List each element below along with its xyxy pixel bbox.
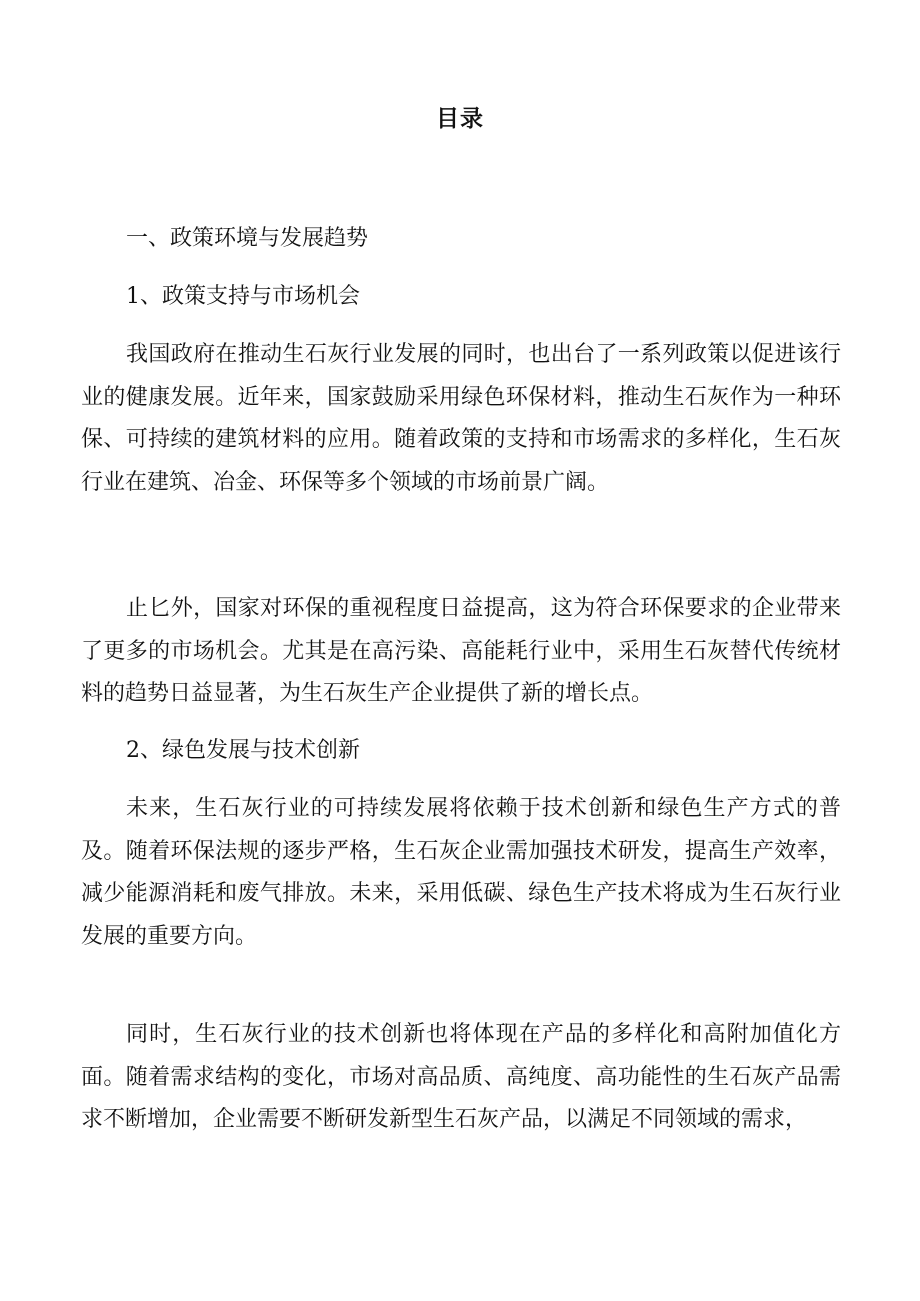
page-title: 目录: [436, 105, 484, 132]
subsection-heading-policy-support: 1、政策支持与市场机会: [126, 284, 360, 309]
subsection-heading-green-development: 2、绿色发展与技术创新: [126, 738, 360, 763]
paragraph-technical-innovation: 同时，生石灰行业的技术创新也将体现在产品的多样化和高附加值化方面。随着需求结构的变化，市场对高品质、高纯度、高功能性的生石灰产品需求不断增加，企业需要不断研发新型生石灰产品，以满足不同领域的需求，: [81, 1022, 841, 1132]
paragraph-green-development: 未来，生石灰行业的可持续发展将依赖于技术创新和绿色生产方式的普及。随着环保法规的逐步严格，生石灰企业需加强技术研发，提高生产效率，减少能源消耗和废气排放。未来，采用低碳、绿色生产技术将成为生石灰行业发展的重要方向。: [81, 796, 841, 949]
section-heading-policy-environment: 一、政策环境与发展趋势: [126, 226, 369, 251]
paragraph-market-opportunity: 止匕外，国家对环保的重视程度日益提高，这为符合环保要求的企业带来了更多的市场机会。尤其是在高污染、高能耗行业中，采用生石灰替代传统材料的趋势日益显著，为生石灰生产企业提供了新的增长点。: [81, 596, 841, 706]
paragraph-policy-support: 我国政府在推动生石灰行业发展的同时，也出台了一系列政策以促进该行业的健康发展。近年来，国家鼓励采用绿色环保材料，推动生石灰作为一种环保、可持续的建筑材料的应用。随着政策的支持和市场需求的多样化，生石灰行业在建筑、冶金、环保等多个领域的市场前景广阔。: [81, 342, 841, 495]
